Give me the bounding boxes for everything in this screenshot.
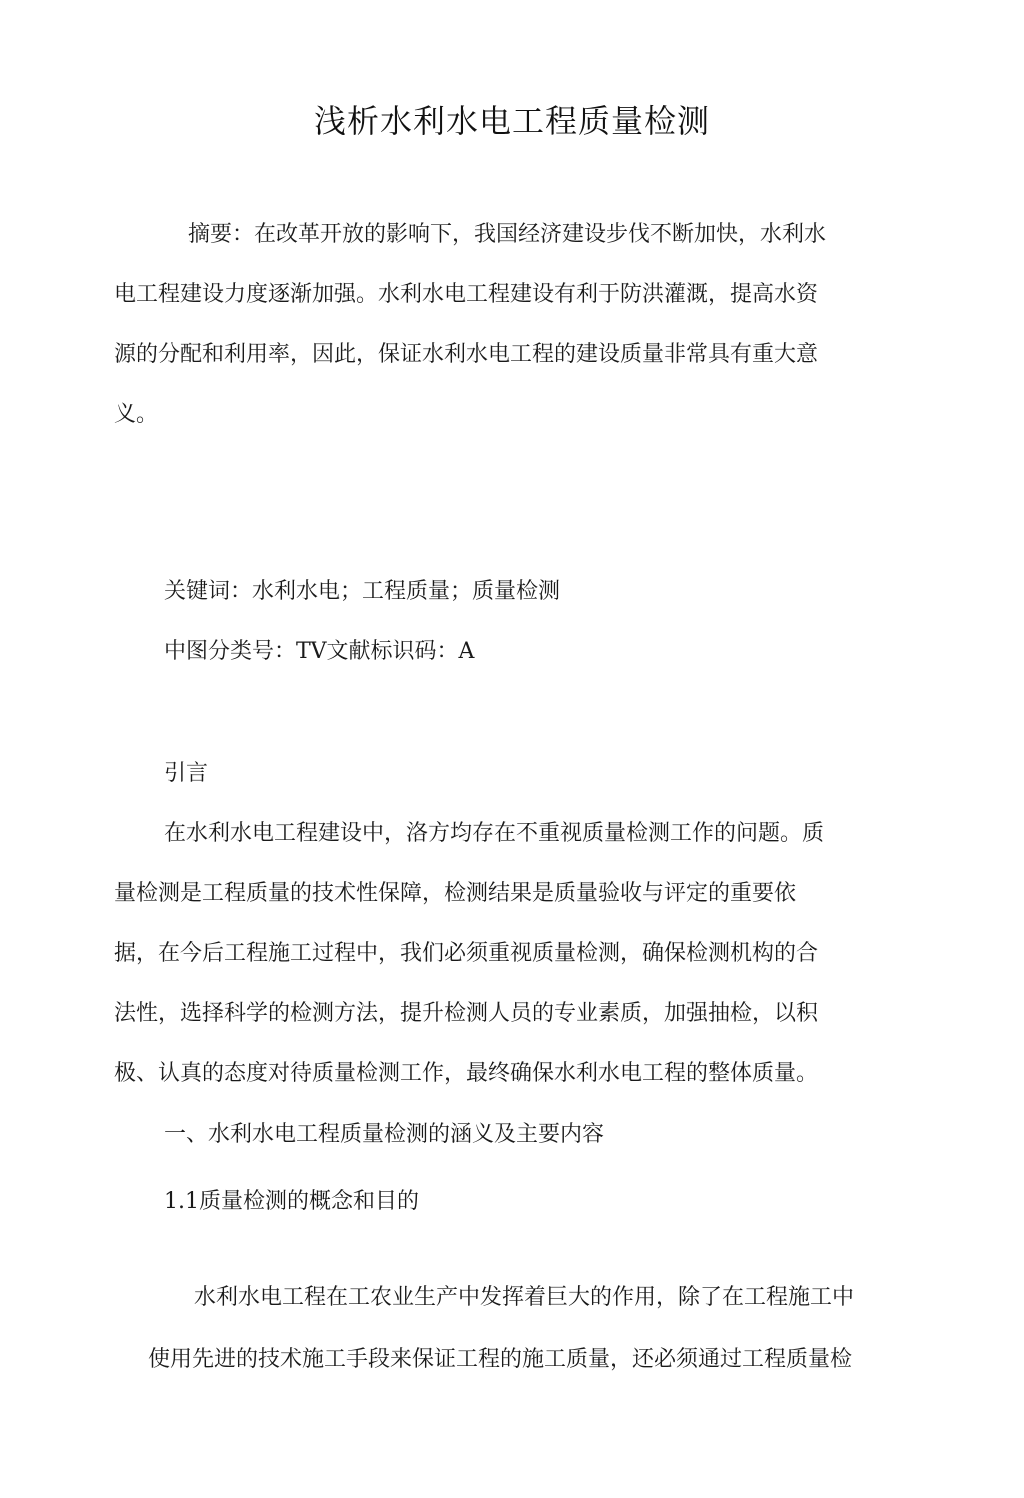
abstract-line-3: 源的分配和利用率，因此，保证水利水电工程的建设质量非常具有重大意: [114, 342, 819, 367]
intro-line-3: 据，在今后工程施工过程中，我们必须重视质量检测，确保检测机构的合: [114, 941, 819, 966]
intro-heading: 引言: [164, 761, 209, 786]
body-line-1: 水利水电工程在工农业生产中发挥着巨大的作用，除了在工程施工中: [194, 1285, 855, 1310]
section-1-1-heading: 1.1质量检测的概念和目的: [164, 1189, 419, 1214]
abstract-line-4: 义。: [114, 402, 159, 427]
body-line-2: 使用先进的技术施工手段来保证工程的施工质量，还必须通过工程质量检: [148, 1347, 853, 1372]
intro-line-2: 量检测是工程质量的技术性保障，检测结果是质量验收与评定的重要依: [114, 881, 797, 906]
intro-line-5: 极、认真的态度对待质量检测工作，最终确保水利水电工程的整体质量。: [114, 1061, 819, 1086]
abstract-line-2: 电工程建设力度逐渐加强。水利水电工程建设有利于防洪灌溉，提高水资: [114, 282, 819, 307]
abstract-line-1: 摘要：在改革开放的影响下，我国经济建设步伐不断加快，水利水: [188, 222, 827, 247]
intro-line-1: 在水利水电工程建设中，洛方均存在不重视质量检测工作的问题。质: [164, 821, 825, 846]
classification-line: 中图分类号：TV文献标识码：A: [164, 639, 475, 664]
keywords-line: 关键词：水利水电；工程质量；质量检测: [164, 579, 561, 604]
document-title: 浅析水利水电工程质量检测: [313, 102, 710, 140]
intro-line-4: 法性，选择科学的检测方法，提升检测人员的专业素质，加强抽检，以积: [114, 1001, 819, 1026]
section-1-heading: 一、水利水电工程质量检测的涵义及主要内容: [164, 1122, 605, 1147]
